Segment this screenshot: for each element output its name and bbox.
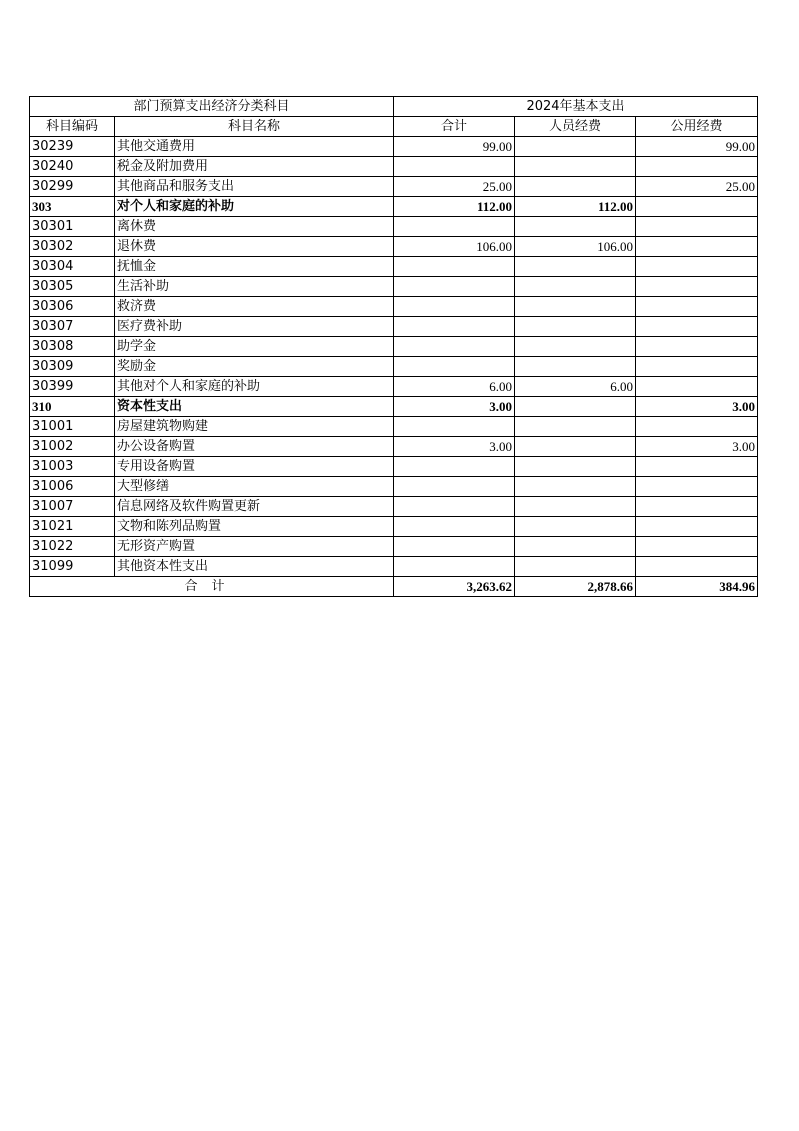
row-code: 31006 [30,477,115,497]
row-code: 31007 [30,497,115,517]
row-total [394,277,515,297]
table-row [30,317,758,337]
row-personnel: 6.00 [515,377,636,397]
table-row [30,377,758,397]
row-name: 信息网络及软件购置更新 [115,497,394,517]
row-total [394,477,515,497]
row-name: 其他对个人和家庭的补助 [115,377,394,397]
row-public: 3.00 [636,397,758,417]
table-row [30,497,758,517]
row-personnel [515,537,636,557]
row-code: 30302 [30,237,115,257]
row-public [636,557,758,577]
row-name: 专用设备购置 [115,457,394,477]
table-row [30,477,758,497]
row-personnel [515,437,636,457]
row-name: 对个人和家庭的补助 [115,197,394,217]
total-row [30,577,758,597]
row-public: 3.00 [636,437,758,457]
row-public: 25.00 [636,177,758,197]
row-total [394,537,515,557]
table-row [30,537,758,557]
row-code: 303 [30,197,115,217]
row-name: 救济费 [115,297,394,317]
column-header-public: 公用经费 [636,117,758,137]
row-total [394,357,515,377]
table-row [30,337,758,357]
row-personnel [515,177,636,197]
row-code: 30308 [30,337,115,357]
row-public [636,337,758,357]
row-personnel [515,517,636,537]
table-row [30,157,758,177]
table-row [30,137,758,157]
row-name: 税金及附加费用 [115,157,394,177]
row-public [636,457,758,477]
row-personnel: 112.00 [515,197,636,217]
table-row [30,237,758,257]
row-name: 资本性支出 [115,397,394,417]
row-code: 31099 [30,557,115,577]
row-code: 30306 [30,297,115,317]
budget-table [29,96,758,597]
table-row [30,217,758,237]
row-public: 99.00 [636,137,758,157]
row-code: 30399 [30,377,115,397]
row-code: 30299 [30,177,115,197]
row-personnel [515,457,636,477]
row-personnel [515,277,636,297]
row-total [394,317,515,337]
row-personnel [515,337,636,357]
row-personnel [515,217,636,237]
row-public [636,377,758,397]
row-total [394,157,515,177]
header-row-columns [30,117,758,137]
row-name: 生活补助 [115,277,394,297]
row-name: 助学金 [115,337,394,357]
row-name: 办公设备购置 [115,437,394,457]
row-personnel [515,397,636,417]
row-personnel: 106.00 [515,237,636,257]
table-row [30,357,758,377]
row-name: 房屋建筑物购建 [115,417,394,437]
row-public [636,517,758,537]
total-label: 合计 [30,577,394,597]
row-total [394,217,515,237]
row-public [636,157,758,177]
row-public [636,417,758,437]
row-public [636,537,758,557]
row-code: 30239 [30,137,115,157]
row-public [636,317,758,337]
column-header-name: 科目名称 [115,117,394,137]
row-total [394,457,515,477]
total-sum: 3,263.62 [394,577,515,597]
row-personnel [515,557,636,577]
row-name: 离休费 [115,217,394,237]
row-public [636,217,758,237]
row-public [636,477,758,497]
row-name: 其他资本性支出 [115,557,394,577]
row-code: 31002 [30,437,115,457]
row-name: 大型修缮 [115,477,394,497]
total-public: 384.96 [636,577,758,597]
column-header-total: 合计 [394,117,515,137]
row-public [636,357,758,377]
row-personnel [515,317,636,337]
row-total [394,517,515,537]
row-public [636,277,758,297]
row-name: 其他商品和服务支出 [115,177,394,197]
column-header-code: 科目编码 [30,117,115,137]
row-personnel [515,497,636,517]
row-public [636,297,758,317]
row-total [394,497,515,517]
category-title: 部门预算支出经济分类科目 [30,97,394,117]
row-personnel [515,417,636,437]
row-public [636,237,758,257]
row-total: 3.00 [394,437,515,457]
row-total: 112.00 [394,197,515,217]
row-total [394,297,515,317]
row-code: 30307 [30,317,115,337]
row-total: 106.00 [394,237,515,257]
row-code: 310 [30,397,115,417]
row-name: 其他交通费用 [115,137,394,157]
table-row [30,557,758,577]
row-name: 奖励金 [115,357,394,377]
row-personnel [515,477,636,497]
row-total: 3.00 [394,397,515,417]
table-row [30,397,758,417]
table-row [30,437,758,457]
row-code: 30309 [30,357,115,377]
row-code: 31022 [30,537,115,557]
row-personnel [515,357,636,377]
row-total [394,557,515,577]
row-total [394,257,515,277]
row-personnel [515,137,636,157]
row-name: 退休费 [115,237,394,257]
row-total [394,417,515,437]
row-name: 医疗费补助 [115,317,394,337]
row-personnel [515,157,636,177]
row-public [636,497,758,517]
row-personnel [515,257,636,277]
header-row-top [30,97,758,117]
table-row [30,457,758,477]
row-code: 31001 [30,417,115,437]
table-row [30,177,758,197]
row-total: 25.00 [394,177,515,197]
total-personnel: 2,878.66 [515,577,636,597]
row-public [636,257,758,277]
table-row [30,417,758,437]
row-code: 31003 [30,457,115,477]
row-name: 无形资产购置 [115,537,394,557]
row-personnel [515,297,636,317]
table-row [30,517,758,537]
table-row [30,277,758,297]
row-total [394,337,515,357]
row-code: 30240 [30,157,115,177]
row-total: 6.00 [394,377,515,397]
table-row [30,257,758,277]
row-code: 30304 [30,257,115,277]
row-code: 30305 [30,277,115,297]
row-code: 30301 [30,217,115,237]
row-code: 31021 [30,517,115,537]
row-total: 99.00 [394,137,515,157]
expenditure-title: 2024年基本支出 [394,97,758,117]
row-name: 抚恤金 [115,257,394,277]
column-header-personnel: 人员经费 [515,117,636,137]
table-row [30,297,758,317]
row-public [636,197,758,217]
row-name: 文物和陈列品购置 [115,517,394,537]
table-row [30,197,758,217]
